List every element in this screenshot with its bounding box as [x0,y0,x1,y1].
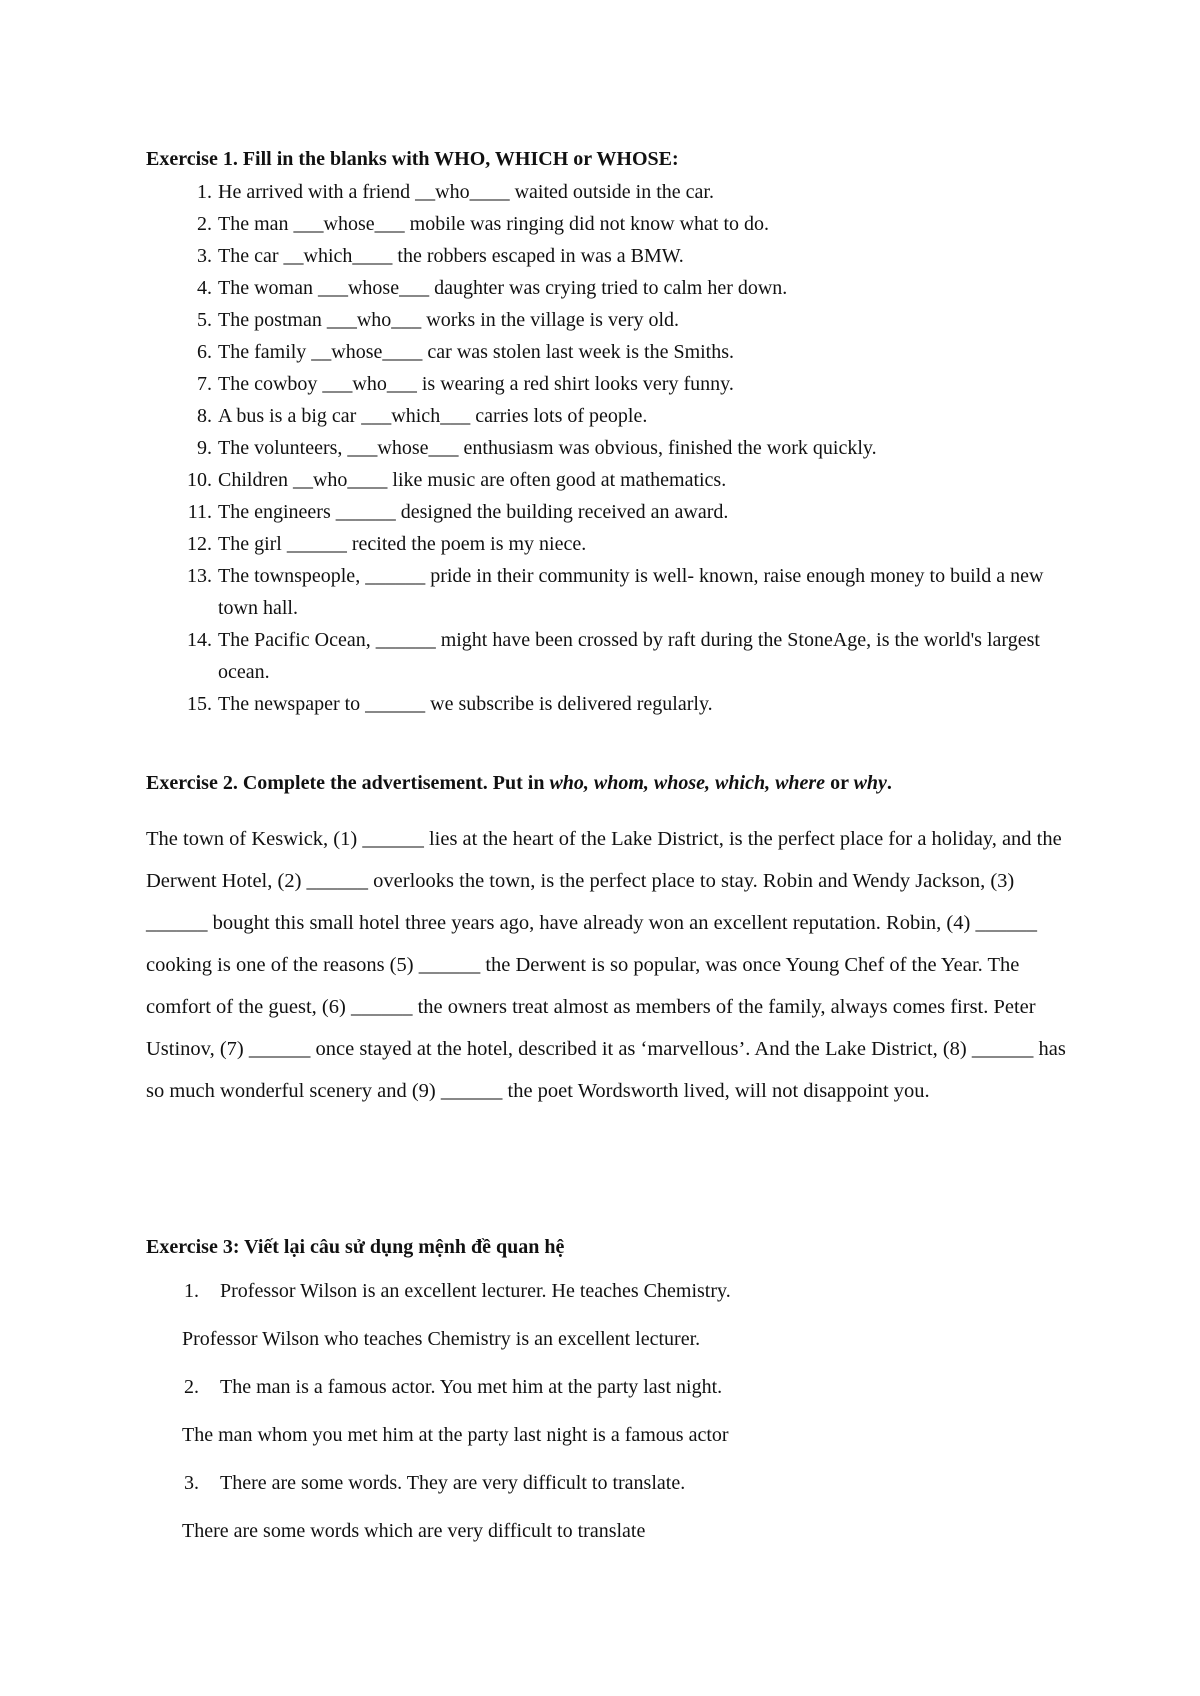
item-text: The postman ___who___ works in the village is very old. [218,309,680,331]
question-number: 2. [184,1376,199,1398]
exercise-3-heading: Exercise 3: Viết lại câu sử dụng mệnh đề quan hệ [146,1236,565,1258]
advertisement-paragraph: The town of Keswick, (1) ______ lies at the heart of the Lake District, is the perfect place for a holiday, and the Derwent Hotel, (2) ______ overlooks the town, is the perfect place to stay. Robin and Wendy Jackson, (3) ______ bought this small hotel three years ago, have already won an excellent reputation. Robin, (4) ______ cooking is one of the reasons (5) ______ the Derwent is so popular, was once Young Chef of the Year. The comfort of the guest, (6) ______ the owners treat almost as members of the family, always comes first. Peter Ustinov, (7) ______ once stayed at the hotel, described it as ‘marvellous’. And the Lake District, (8) ______ has so much wonderful scenery and (9) ______ the poet Wordsworth lived, will not disappoint you. [146,828,1066,1102]
item-number: 1. [197,181,212,203]
list-item [146,528,1066,560]
heading-prefix: Exercise 2. Complete the advertisement. Put in [146,772,550,794]
list-item [146,176,1066,208]
list-item [146,496,1066,528]
item-number: 9. [197,437,212,459]
question-number: 3. [184,1472,199,1494]
question-text: The man is a famous actor. You met him at the party last night. [220,1376,723,1398]
item-number: 11. [187,501,212,523]
item-text: The townspeople, ______ pride in their community is well- known, raise enough money to build a new town hall. [218,565,1044,619]
item-number: 14. [187,629,212,651]
item-number: 3. [197,245,212,267]
list-item [146,688,1066,720]
question-text: Professor Wilson is an excellent lecturer. He teaches Chemistry. [220,1280,731,1302]
heading-or: or [825,772,854,794]
item-text: The Pacific Ocean, ______ might have been crossed by raft during the StoneAge, is the world's largest ocean. [218,629,1040,683]
item-text: The cowboy ___who___ is wearing a red shirt looks very funny. [218,373,734,395]
item-text: The girl ______ recited the poem is my niece. [218,533,587,555]
list-item [146,400,1066,432]
list-item [146,368,1066,400]
list-item [146,560,1066,624]
heading-end: . [886,772,892,794]
question-2 [184,1376,722,1399]
exercise-1-heading: Exercise 1. Fill in the blanks with WHO, WHICH or WHOSE: [146,148,679,170]
item-text: Children __who____ like music are often good at mathematics. [218,469,727,491]
item-number: 6. [197,341,212,363]
heading-word-list: who, whom, whose, which, where [549,772,826,794]
item-text: The car __which____ the robbers escaped in was a BMW. [218,245,684,267]
item-number: 12. [187,533,212,555]
item-text: The engineers ______ designed the building received an award. [218,501,729,523]
question-3 [184,1472,685,1495]
list-item [146,304,1066,336]
question-number: 1. [184,1280,199,1302]
answer-2: The man whom you met him at the party last night is a famous actor [182,1424,729,1446]
item-number: 5. [197,309,212,331]
item-number: 7. [197,373,212,395]
item-text: The man ___whose___ mobile was ringing did not know what to do. [218,213,770,235]
item-text: A bus is a big car ___which___ carries lots of people. [218,405,648,427]
list-item [146,240,1066,272]
item-text: The family __whose____ car was stolen last week is the Smiths. [218,341,735,363]
question-text: There are some words. They are very difficult to translate. [220,1472,686,1494]
item-text: He arrived with a friend __who____ waited outside in the car. [218,181,714,203]
item-number: 13. [187,565,212,587]
item-number: 2. [197,213,212,235]
item-text: The volunteers, ___whose___ enthusiasm was obvious, finished the work quickly. [218,437,877,459]
exercise-2-heading [146,772,892,795]
exercise-1-list [146,176,1066,720]
answer-3: There are some words which are very difficult to translate [182,1520,646,1542]
list-item [146,464,1066,496]
item-number: 8. [197,405,212,427]
item-number: 10. [187,469,212,491]
list-item [146,272,1066,304]
answer-1: Professor Wilson who teaches Chemistry is an excellent lecturer. [182,1328,701,1350]
list-item [146,624,1066,688]
list-item [146,432,1066,464]
item-number: 4. [197,277,212,299]
heading-why: why [853,772,887,794]
list-item [146,336,1066,368]
question-1 [184,1280,731,1303]
item-number: 15. [187,693,212,715]
item-text: The woman ___whose___ daughter was crying tried to calm her down. [218,277,788,299]
list-item [146,208,1066,240]
item-text: The newspaper to ______ we subscribe is delivered regularly. [218,693,713,715]
